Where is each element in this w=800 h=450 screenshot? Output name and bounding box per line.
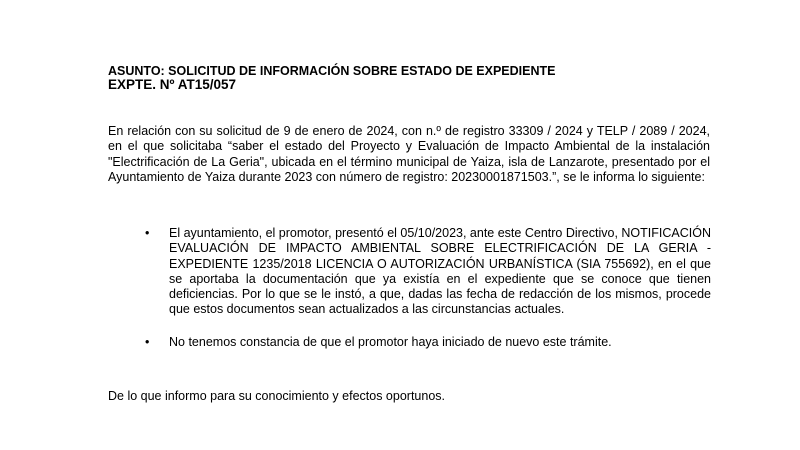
intro-paragraph: En relación con su solicitud de 9 de enero de 2024, con n.º de registro 33309 / 2024 y TELP / 2089 / 2024, en el que solicitaba “saber el estado del Proyecto y Evaluación de Impacto Ambiental de la instalación "Electrificación de La Geria", ubicada en el término municipal de Yaiza, isla de Lanzarote, presentado por el Ayuntamiento de Yaiza durante 2023 con número de registro: 20230001871503.”, se le informa lo siguiente: bbox=[108, 124, 710, 184]
bullet-marker: • bbox=[145, 334, 150, 349]
bullet-text: No tenemos constancia de que el promotor haya iniciado de nuevo este trámite. bbox=[169, 334, 612, 349]
bullet-marker: • bbox=[145, 226, 150, 240]
list-item bbox=[0, 226, 800, 318]
subject-heading: ASUNTO: SOLICITUD DE INFORMACIÓN SOBRE ESTADO DE EXPEDIENTE bbox=[108, 64, 556, 78]
bullet-text: El ayuntamiento, el promotor, presentó el 05/10/2023, ante este Centro Directivo, NOTIFICACIÓN EVALUACIÓN DE IMPACTO AMBIENTAL SOBRE ELECTRIFICACIÓN DE LA GERIA -EXPEDIENTE 1235/2018 LICENCIA O AUTORIZACIÓN URBANÍSTICA (SIA 755692), en el que se aportaba la documentación que ya existía en el expediente que se conoce que tienen deficiencias. Por lo que se le instó, a que, dadas las fecha de redacción de los mismos, procede que estos documentos sean actualizados a las circunstancias actuales. bbox=[169, 226, 711, 317]
expediente-number: EXPTE. Nº AT15/057 bbox=[108, 77, 236, 92]
list-item bbox=[0, 335, 800, 350]
closing-statement: De lo que informo para su conocimiento y efectos oportunos. bbox=[108, 389, 445, 403]
bullet-list bbox=[0, 226, 800, 367]
